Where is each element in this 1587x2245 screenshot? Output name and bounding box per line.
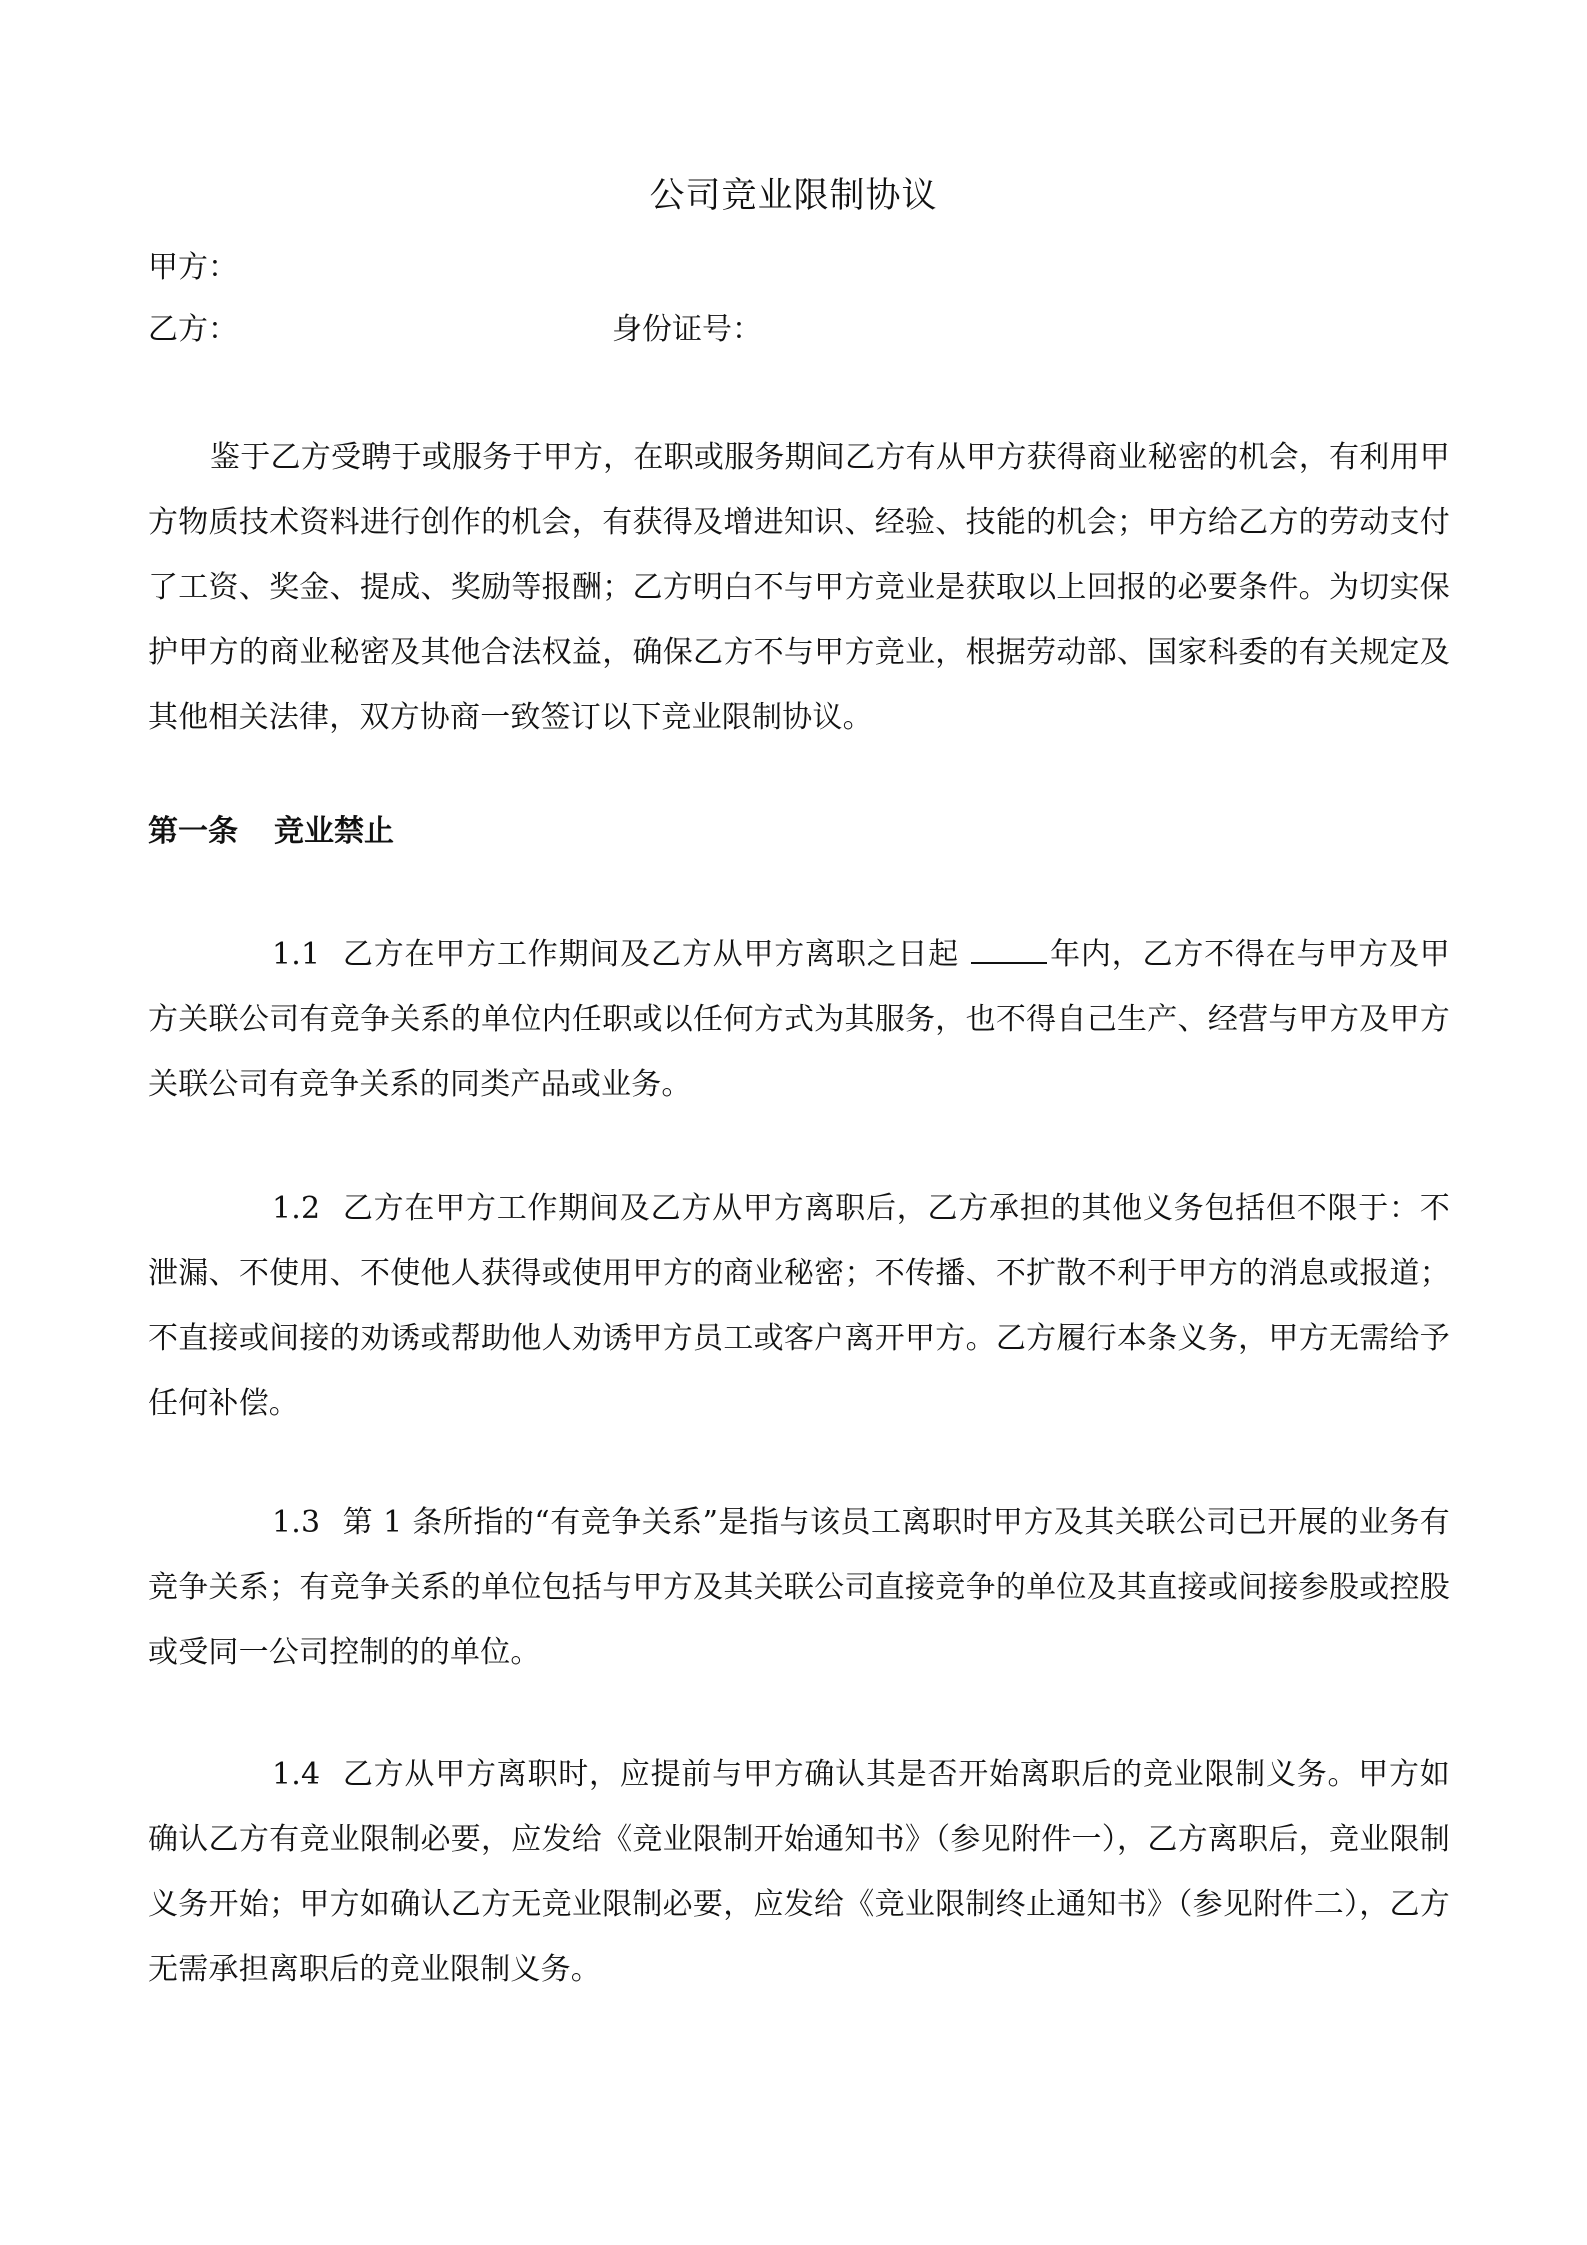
- clause-1-1: [148, 922, 1450, 1117]
- clause-text: 乙方在甲方工作期间及乙方从甲方离职后，乙方承担的其他义务包括但不限于：不泄漏、不使用、不使他人获得或使用甲方的商业秘密；不传播、不扩散不利于甲方的消息或报道；不直接或间接的劝诱或帮助他人劝诱甲方员工或客户离开甲方。乙方履行本条义务，甲方无需给予任何补偿。: [148, 1191, 1450, 1421]
- clause-1-2: [148, 1176, 1450, 1436]
- document-title: 公司竞业限制协议: [649, 176, 938, 216]
- party-b-label: 乙方：: [148, 312, 238, 347]
- article-1-title: 竞业禁止: [274, 814, 394, 849]
- clause-number: 1.3: [272, 1505, 321, 1540]
- clause-number: 1.2: [272, 1191, 321, 1226]
- clause-text-before-blank: 乙方在甲方工作期间及乙方从甲方离职之日起: [342, 937, 970, 972]
- clause-text: 第 1 条所指的“有竞争关系”是指与该员工离职时甲方及其关联公司已开展的业务有竞争关系；有竞争关系的单位包括与甲方及其关联公司直接竞争的单位及其直接或间接参股或控股或受同一公司控制的的单位。: [148, 1505, 1450, 1670]
- clause-1-4: [148, 1742, 1450, 2002]
- clause-text-after-blank: 年内，乙方不得在与甲方及甲方关联公司有竞争关系的单位内任职或以任何方式为其服务，也不得自己生产、经营与甲方及甲方关联公司有竞争关系的同类产品或业务。: [148, 937, 1450, 1102]
- party-a-label: 甲方：: [148, 250, 238, 285]
- intro-paragraph: 鉴于乙方受聘于或服务于甲方，在职或服务期间乙方有从甲方获得商业秘密的机会，有利用甲方物质技术资料进行创作的机会，有获得及增进知识、经验、技能的机会；甲方给乙方的劳动支付了工资、奖金、提成、奖励等报酬；乙方明白不与甲方竞业是获取以上回报的必要条件。为切实保护甲方的商业秘密及其他合法权益，确保乙方不与甲方竞业，根据劳动部、国家科委的有关规定及其他相关法律，双方协商一致签订以下竞业限制协议。: [148, 440, 1450, 735]
- clause-1-3: [148, 1490, 1450, 1685]
- years-blank-field[interactable]: [971, 936, 1047, 964]
- clause-number: 1.4: [272, 1757, 321, 1792]
- clause-text: 乙方从甲方离职时，应提前与甲方确认其是否开始离职后的竞业限制义务。甲方如确认乙方有竞业限制必要，应发给《竞业限制开始通知书》（参见附件一），乙方离职后，竞业限制义务开始；甲方如确认乙方无竞业限制必要，应发给《竞业限制终止通知书》（参见附件二），乙方无需承担离职后的竞业限制义务。: [148, 1757, 1450, 1987]
- id-number-label: 身份证号：: [612, 312, 762, 347]
- article-1-number: 第一条: [148, 814, 238, 849]
- article-1-heading: [148, 804, 394, 860]
- clause-number: 1.1: [272, 937, 321, 972]
